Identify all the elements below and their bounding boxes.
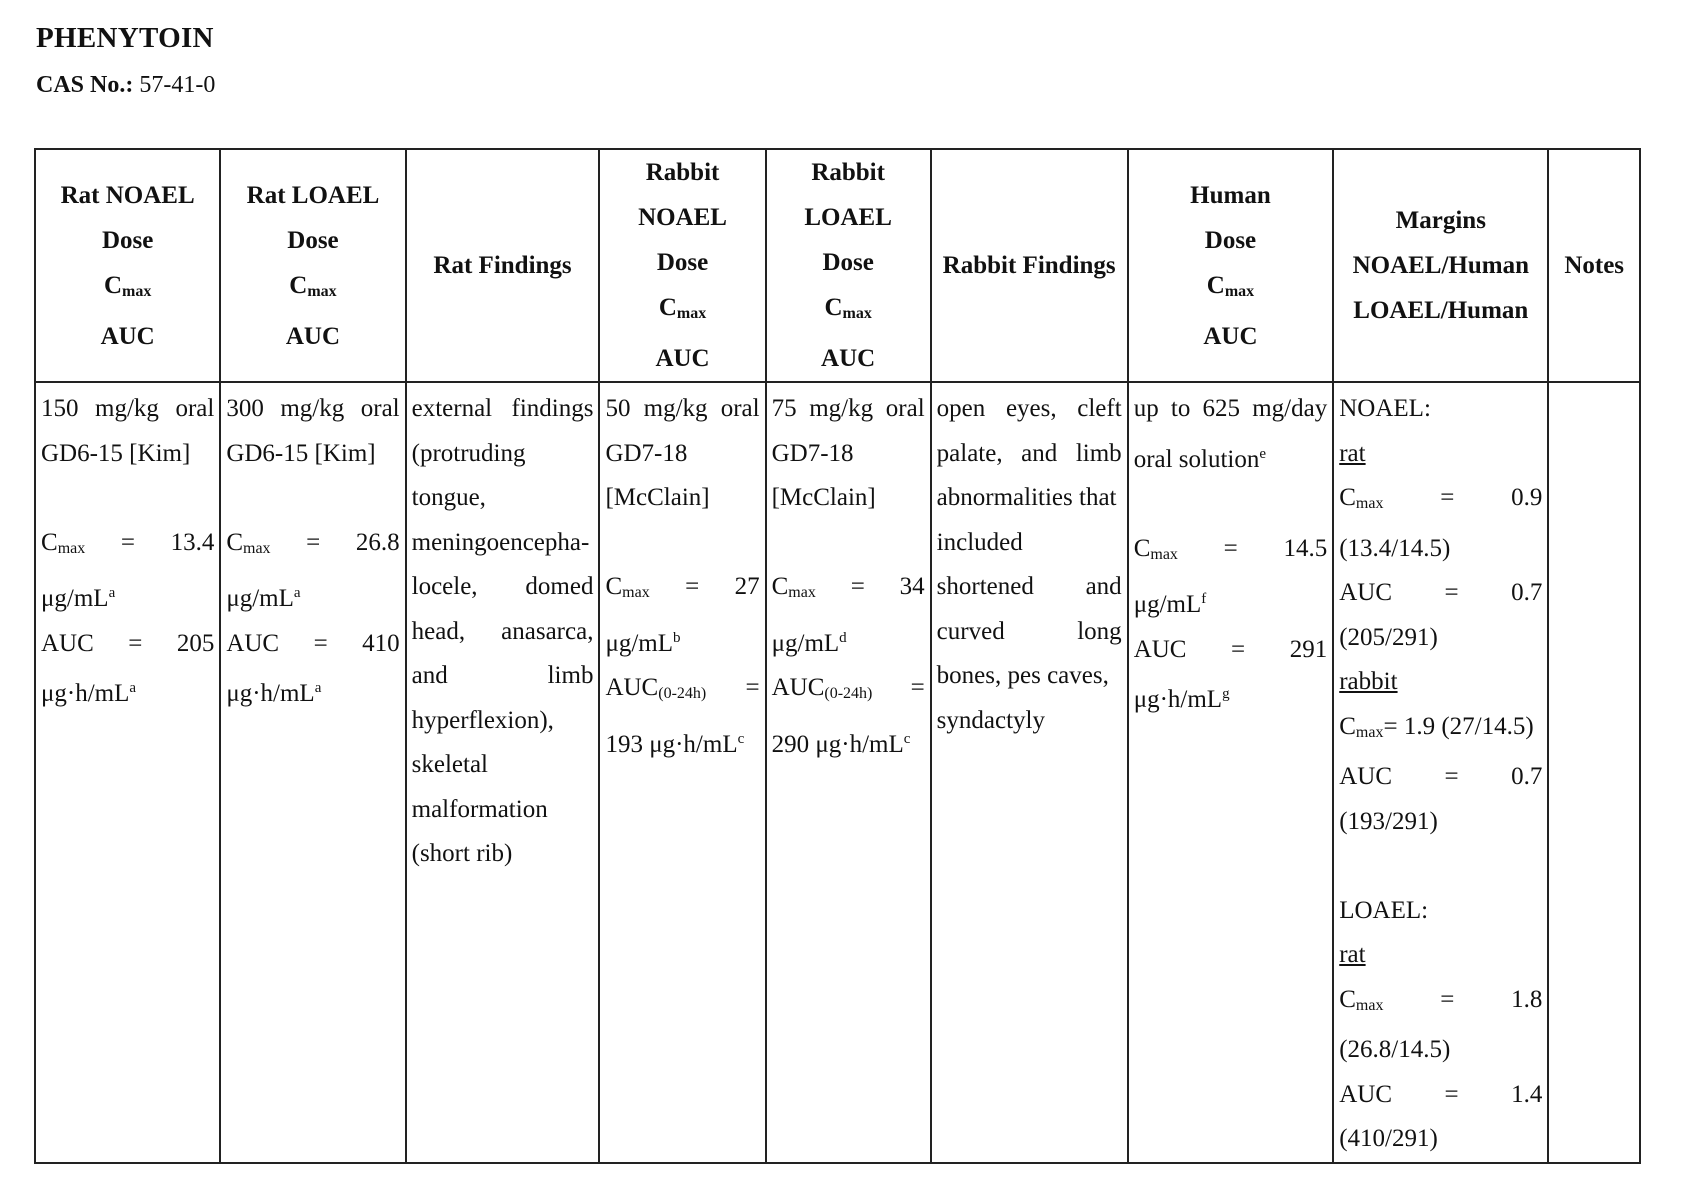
header-rat-loael: Rat LOAEL Dose Cmax AUC [220, 149, 405, 382]
cell-rabbit-noael: 50 mg/kg oral GD7-18 [McClain] Cmax = 27 $\mu g/mL^b$ AUC(0-24h) = 193 $\mu g\cdot h/mL^c$ [599, 382, 765, 1163]
cell-rabbit-loael: 75 mg/kg oral GD7-18 [McClain] Cmax = 34 $\mu g/mL^d$ AUC(0-24h) = 290 $\mu g\cdot h/mL^c$ [766, 382, 931, 1163]
header-row [35, 149, 1640, 382]
header-rabbit-findings: Rabbit Findings [931, 149, 1128, 382]
header-rabbit-noael: Rabbit NOAEL Dose Cmax AUC [599, 149, 765, 382]
header-rat-noael: Rat NOAEL Dose Cmax AUC [35, 149, 220, 382]
cell-margins: NOAEL: rat Cmax = 0.9 (13.4/14.5) AUC = 0.7 (205/291) rabbit Cmax= 1.9 (27/14.5) AUC = 0.7 (193/291) LOAEL: rat Cmax = 1.8 (26.8/14.5) AUC = 1.4 (410/291) [1333, 382, 1548, 1163]
cas-number: 57-41-0 [139, 72, 216, 98]
header-rat-findings: Rat Findings [406, 149, 600, 382]
header-human: Human Dose Cmax AUC [1128, 149, 1334, 382]
data-row [35, 382, 1640, 1163]
cell-rat-findings: external findings (protruding tongue, meningoencepha- locele, domed head, anasarca, and limb hyperflexion), skeletal malformation (short rib) [406, 382, 600, 1163]
cas-label: CAS No.: [36, 72, 134, 98]
header-rabbit-loael: Rabbit LOAEL Dose Cmax AUC [766, 149, 931, 382]
document-title: PHENYTOIN [36, 22, 214, 54]
cell-rat-loael: 300 mg/kg oral GD6-15 [Kim] Cmax = 26.8 $\mu g/mL^a$ AUC = 410 $\mu g\cdot h/mL^a$ [220, 382, 405, 1163]
cell-notes [1548, 382, 1640, 1163]
header-margins: Margins NOAEL/Human LOAEL/Human [1333, 149, 1548, 382]
cell-human: up to 625 mg/day oral solution$^e$ Cmax = 14.5 $\mu g/mL^f$ AUC = 291 $\mu g\cdot h/mL^g$ [1128, 382, 1334, 1163]
toxicity-table [34, 148, 1641, 1164]
header-notes: Notes [1548, 149, 1640, 382]
cell-rat-noael: 150 mg/kg oral GD6-15 [Kim] Cmax = 13.4 $\mu g/mL^a$ AUC = 205 $\mu g\cdot h/mL^a$ [35, 382, 220, 1163]
cell-rabbit-findings: open eyes, cleft palate, and limb abnormalities that included shortened and curved long bones, pes caves, syndactyly [931, 382, 1128, 1163]
cas-number-line [36, 72, 215, 99]
